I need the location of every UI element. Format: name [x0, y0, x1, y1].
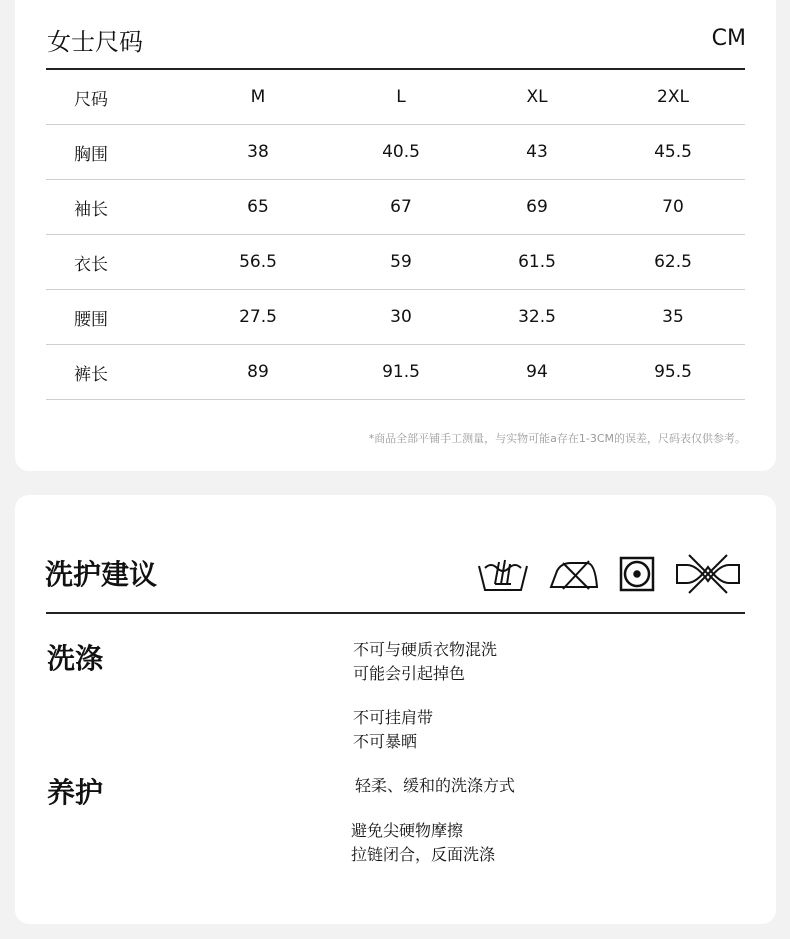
table-cell: 69: [526, 197, 548, 217]
table-cell: 89: [247, 362, 269, 382]
size-chart-title: 女士尺码: [47, 28, 143, 56]
size-chart-card: [15, 0, 776, 471]
table-cell: 27.5: [239, 307, 277, 327]
table-row: [46, 180, 745, 235]
header-cell: 尺码: [74, 89, 108, 110]
table-cell: 91.5: [382, 362, 420, 382]
table-cell: 43: [526, 142, 548, 162]
row-label: 胸围: [74, 144, 108, 165]
table-row: [46, 235, 745, 290]
row-label: 腰围: [74, 309, 108, 330]
row-label: 袖长: [74, 199, 108, 220]
size-unit-label: CM: [711, 26, 746, 51]
row-label: 裤长: [74, 364, 108, 385]
care-line: 拉链闭合，反面洗涤: [351, 845, 496, 864]
table-cell: 95.5: [654, 362, 692, 382]
table-cell: 94: [526, 362, 548, 382]
care-divider: [46, 612, 745, 614]
do-not-iron-icon: [549, 557, 599, 591]
table-cell: 70: [662, 197, 684, 217]
care-card: [15, 495, 776, 924]
row-label: 衣长: [74, 254, 108, 275]
size-table: [46, 70, 745, 400]
table-row: [46, 125, 745, 180]
size-table-header: [46, 70, 745, 125]
tumble-dry-icon: [619, 556, 655, 592]
table-row: [46, 345, 745, 400]
hand-wash-icon: [477, 556, 529, 592]
wash-label: 洗涤: [47, 642, 104, 675]
header-cell: 2XL: [657, 87, 689, 107]
wash-line: 不可暴晒: [353, 732, 418, 751]
table-row: [46, 290, 745, 345]
table-cell: 62.5: [654, 252, 692, 272]
table-cell: 67: [390, 197, 412, 217]
header-cell: XL: [526, 87, 548, 107]
wash-line: 可能会引起掉色: [353, 664, 466, 683]
table-cell: 56.5: [239, 252, 277, 272]
wash-line: 不可与硬质衣物混洗: [353, 640, 498, 659]
table-cell: 61.5: [518, 252, 556, 272]
care-label: 养护: [47, 776, 104, 809]
header-cell: M: [250, 87, 266, 107]
table-cell: 30: [390, 307, 412, 327]
care-icons: [477, 553, 741, 595]
do-not-wring-icon: [675, 553, 741, 595]
table-cell: 32.5: [518, 307, 556, 327]
table-cell: 65: [247, 197, 269, 217]
table-cell: 45.5: [654, 142, 692, 162]
table-cell: 38: [247, 142, 269, 162]
wash-line: 不可挂肩带: [353, 708, 434, 727]
table-cell: 40.5: [382, 142, 420, 162]
table-cell: 35: [662, 307, 684, 327]
header-cell: L: [396, 87, 406, 107]
care-line: 轻柔、缓和的洗涤方式: [355, 776, 516, 795]
care-title: 洗护建议: [45, 558, 158, 591]
table-cell: 59: [390, 252, 412, 272]
care-line: 避免尖硬物摩擦: [351, 821, 464, 840]
measurement-note: *商品全部平铺手工测量，与实物可能a存在1-3CM的误差，尺码表仅供参考。: [368, 432, 746, 445]
